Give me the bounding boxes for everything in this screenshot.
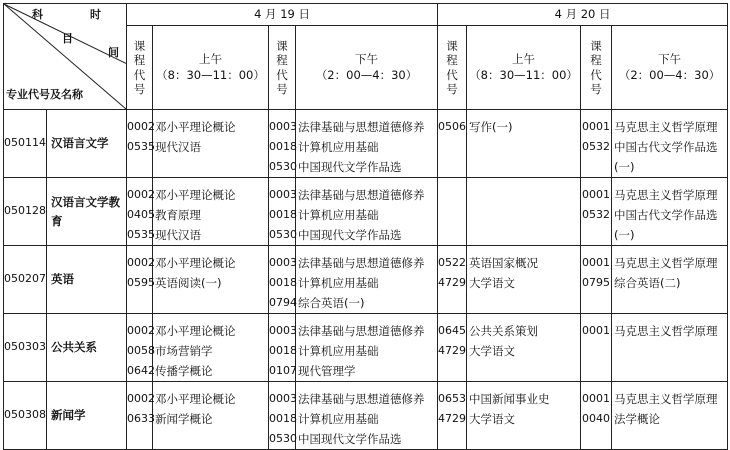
- major-name: 汉语言文学教育: [47, 178, 127, 246]
- course-code: 4729: [438, 344, 467, 357]
- course-name: 中国现代文学作品选: [298, 228, 402, 242]
- table-row: [4, 382, 728, 450]
- course-code: 0002: [127, 256, 155, 269]
- course-name: 英语阅读(一): [155, 276, 222, 290]
- course-code: 0107: [269, 364, 297, 377]
- course-name: 马克思主义哲学原理: [614, 392, 718, 406]
- course-code: 0001: [582, 188, 611, 201]
- course-name: 市场营销学: [155, 344, 213, 358]
- course-code: 0003: [269, 324, 297, 337]
- course-name: 邓小平理论概论: [155, 324, 236, 338]
- course-codes-d1am: [127, 178, 153, 246]
- course-name: 法律基础与思想道德修养: [298, 256, 425, 270]
- course-names-d1am: [153, 382, 269, 450]
- course-codes-d2am: [438, 110, 467, 178]
- course-codes-d2pm: [581, 178, 612, 246]
- course-codes-d1am: [127, 110, 153, 178]
- course-name: 法律基础与思想道德修养: [298, 120, 425, 134]
- course-codes-d1pm: [269, 314, 296, 382]
- course-codes-d2am: [438, 382, 467, 450]
- course-name: 法学概论: [614, 412, 661, 426]
- course-name: 写作(一): [469, 120, 513, 134]
- course-code-header-day2-am: 课 程 代 号: [438, 26, 467, 110]
- course-code: 0003: [269, 188, 297, 201]
- major-code: 050128: [4, 178, 47, 246]
- course-name: 马克思主义哲学原理: [614, 188, 718, 202]
- course-codes-d2pm: [581, 314, 612, 382]
- course-code: 0795: [582, 276, 611, 289]
- course-name: 传播学概论: [155, 364, 213, 378]
- course-codes-d1am: [127, 246, 153, 314]
- course-name: 现代汉语: [155, 228, 201, 242]
- course-name: 马克思主义哲学原理: [614, 256, 718, 270]
- course-code: 4729: [438, 276, 467, 289]
- course-code-header-day1-am: 课 程 代 号: [127, 26, 153, 110]
- corner-between-char: 间: [108, 46, 119, 59]
- course-name: 邓小平理论概论: [155, 392, 236, 406]
- course-names-d1am: [153, 178, 269, 246]
- major-code: 050207: [4, 246, 47, 314]
- corner-time-char: 时: [90, 8, 101, 21]
- course-codes-d2pm: [581, 246, 612, 314]
- course-code: 0645: [438, 324, 467, 337]
- course-code: 0506: [438, 120, 467, 133]
- course-code: 0018: [269, 412, 297, 425]
- course-codes-d2pm: [581, 110, 612, 178]
- afternoon-header-day2: 下午 （2：00—4：30）: [612, 26, 728, 110]
- course-code: 0002: [127, 120, 155, 133]
- course-code: 0018: [269, 140, 297, 153]
- major-name: 公共关系: [47, 314, 127, 382]
- course-name: 计算机应用基础: [298, 412, 379, 426]
- course-name: 邓小平理论概论: [155, 256, 236, 270]
- course-names-d2pm: [612, 246, 728, 314]
- corner-eye-char: 目: [62, 32, 73, 45]
- course-names-d2am: [467, 110, 581, 178]
- course-name: 大学语文: [469, 276, 516, 290]
- course-name: 中国新闻事业史: [469, 392, 550, 406]
- course-names-d1am: [153, 246, 269, 314]
- course-code: 0018: [269, 344, 297, 357]
- course-codes-d1pm: [269, 382, 296, 450]
- course-names-d1pm: [296, 382, 438, 450]
- course-names-d2am: [467, 314, 581, 382]
- course-code: 0040: [582, 412, 611, 425]
- course-names-d1am: [153, 110, 269, 178]
- course-code: 0794: [269, 296, 297, 309]
- course-names-d2pm: [612, 314, 728, 382]
- course-name: 现代汉语: [155, 140, 201, 154]
- course-code: 0002: [127, 392, 155, 405]
- course-name: 计算机应用基础: [298, 140, 379, 154]
- course-name: 教育原理: [155, 208, 201, 222]
- corner-header-cell: [4, 4, 127, 110]
- course-names-d2pm: [612, 382, 728, 450]
- course-name: 中国现代文学作品选: [298, 160, 402, 174]
- course-name: 邓小平理论概论: [155, 188, 236, 202]
- morning-header-day1: 上午 （8：30—11：00）: [153, 26, 269, 110]
- course-names-d2am: [467, 246, 581, 314]
- exam-schedule-table: [3, 3, 728, 450]
- course-name: 马克思主义哲学原理: [614, 120, 718, 134]
- course-name: 法律基础与思想道德修养: [298, 324, 425, 338]
- course-code: 0001: [582, 324, 611, 337]
- course-names-d1pm: [296, 246, 438, 314]
- course-codes-d2am: [438, 246, 467, 314]
- course-code: 0653: [438, 392, 467, 405]
- course-code: 0001: [582, 392, 611, 405]
- course-name: 计算机应用基础: [298, 276, 379, 290]
- course-code: 0003: [269, 120, 297, 133]
- course-code: 0018: [269, 208, 297, 221]
- course-codes-d2am: [438, 314, 467, 382]
- course-name: 中国古代文学作品选(一): [614, 140, 718, 174]
- course-code: 0002: [127, 324, 155, 337]
- table-row: [4, 314, 728, 382]
- course-name: 中国古代文学作品选(一): [614, 208, 718, 242]
- course-code: 0058: [127, 344, 155, 357]
- table-row: [4, 110, 728, 178]
- course-name: 综合英语(二): [614, 276, 681, 290]
- course-name: 计算机应用基础: [298, 208, 379, 222]
- course-code: 0001: [582, 120, 611, 133]
- course-name: 新闻学概论: [155, 412, 213, 426]
- header-row-dates: [4, 4, 728, 26]
- course-codes-d2pm: [581, 382, 612, 450]
- course-names-d2pm: [612, 178, 728, 246]
- table-row: [4, 178, 728, 246]
- course-names-d1pm: [296, 314, 438, 382]
- course-name: 综合英语(一): [298, 296, 365, 310]
- date-header-day2: 4 月 20 日: [438, 4, 728, 26]
- afternoon-header-day1: 下午 （2：00—4：30）: [296, 26, 438, 110]
- course-codes-d2am: [438, 178, 467, 246]
- course-codes-d1pm: [269, 246, 296, 314]
- course-names-d1am: [153, 314, 269, 382]
- course-name: 马克思主义哲学原理: [614, 324, 718, 338]
- course-names-d1pm: [296, 110, 438, 178]
- course-name: 中国现代文学作品选: [298, 432, 402, 446]
- corner-major-label: 专业代号及名称: [6, 88, 83, 101]
- course-name: 计算机应用基础: [298, 344, 379, 358]
- course-name: 英语国家概况: [469, 256, 539, 270]
- course-code: 4729: [438, 412, 467, 425]
- course-names-d2am: [467, 382, 581, 450]
- course-code: 0535: [127, 228, 155, 241]
- course-code: 0530: [269, 228, 297, 241]
- course-code: 0530: [269, 160, 297, 173]
- course-code: 0018: [269, 276, 297, 289]
- major-code: 050114: [4, 110, 47, 178]
- course-names-d2am: [467, 178, 581, 246]
- course-code-header-day2-pm: 课 程 代 号: [581, 26, 612, 110]
- date-header-day1: 4 月 19 日: [127, 4, 438, 26]
- course-names-d1pm: [296, 178, 438, 246]
- course-name: 公共关系策划: [469, 324, 539, 338]
- course-code: 0532: [582, 140, 611, 153]
- major-name: 汉语言文学: [47, 110, 127, 178]
- course-code: 0532: [582, 208, 611, 221]
- course-name: 大学语文: [469, 344, 516, 358]
- course-code: 0001: [582, 256, 611, 269]
- course-code-header-day1-pm: 课 程 代 号: [269, 26, 296, 110]
- course-code: 0003: [269, 392, 297, 405]
- course-codes-d1am: [127, 382, 153, 450]
- course-code: 0405: [127, 208, 155, 221]
- course-codes-d1pm: [269, 110, 296, 178]
- course-name: 大学语文: [469, 412, 516, 426]
- course-code: 0003: [269, 256, 297, 269]
- table-row: [4, 246, 728, 314]
- course-codes-d1pm: [269, 178, 296, 246]
- course-code: 0002: [127, 188, 155, 201]
- course-code: 0522: [438, 256, 467, 269]
- major-name: 新闻学: [47, 382, 127, 450]
- course-code: 0595: [127, 276, 155, 289]
- course-codes-d1am: [127, 314, 153, 382]
- major-name: 英语: [47, 246, 127, 314]
- course-code: 0642: [127, 364, 155, 377]
- morning-header-day2: 上午 （8：30—11：00）: [467, 26, 581, 110]
- course-names-d2pm: [612, 110, 728, 178]
- course-name: 法律基础与思想道德修养: [298, 392, 425, 406]
- course-code: 0633: [127, 412, 155, 425]
- major-code: 050303: [4, 314, 47, 382]
- course-code: 0530: [269, 432, 297, 445]
- course-name: 法律基础与思想道德修养: [298, 188, 425, 202]
- corner-subject-char: 科: [32, 8, 43, 21]
- course-code: 0535: [127, 140, 155, 153]
- major-code: 050308: [4, 382, 47, 450]
- course-name: 邓小平理论概论: [155, 120, 236, 134]
- course-name: 现代管理学: [298, 364, 356, 378]
